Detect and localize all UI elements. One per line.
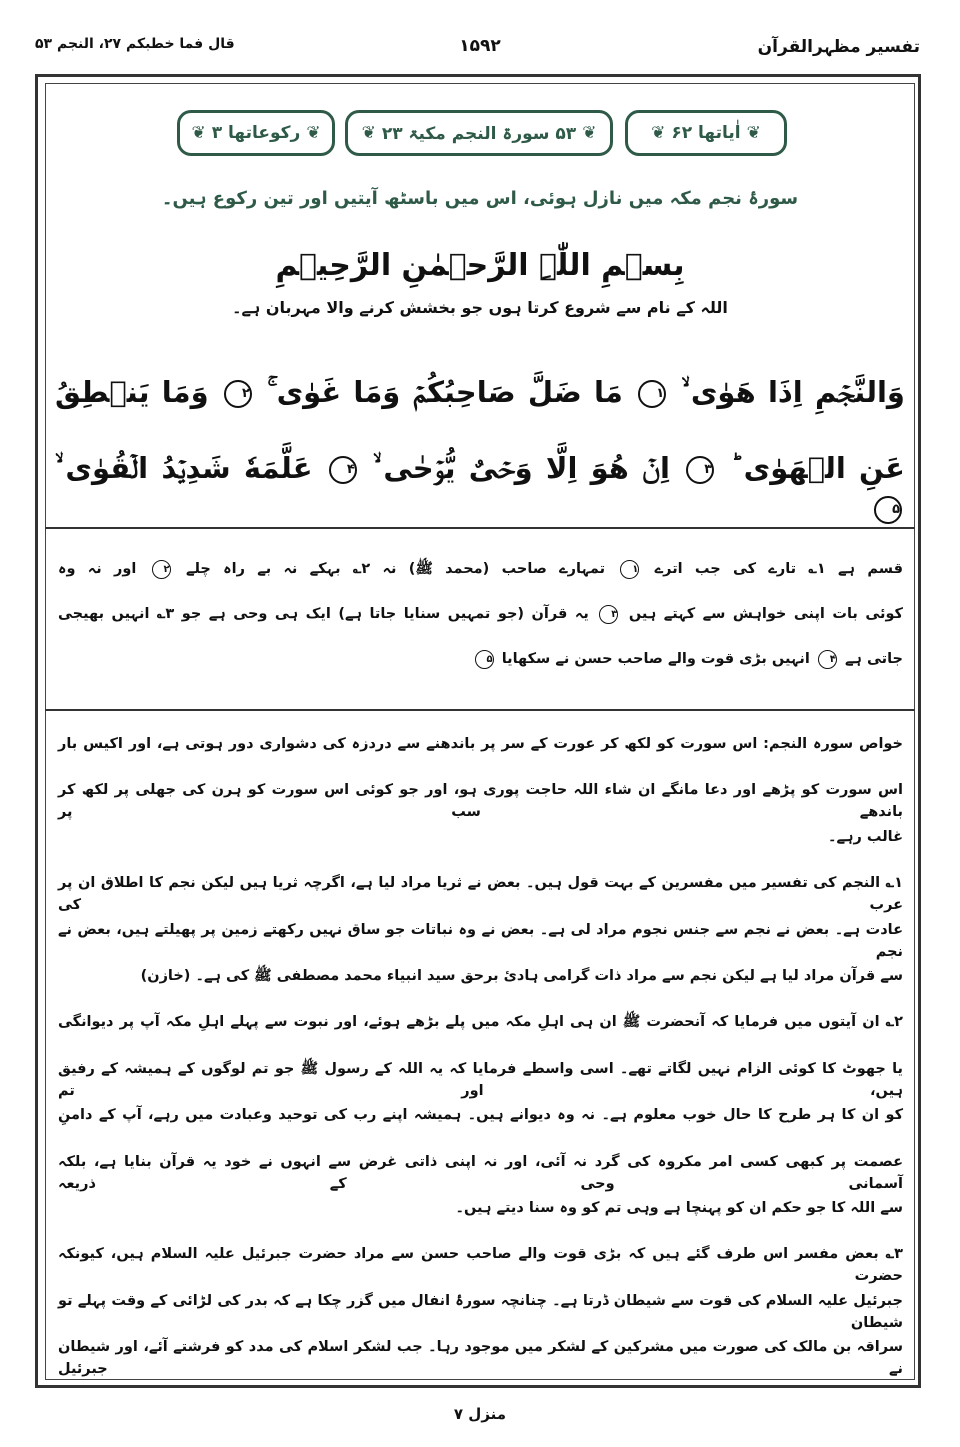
- floral-ornament-icon: ❦: [746, 123, 761, 143]
- verse-number-marker: ۳: [599, 605, 618, 624]
- running-head: قال فما خطبکم ۲۷، النجم ۵۳: [35, 36, 235, 52]
- commentary-line: ۲؎ ان آیتوں میں فرمایا کہ آنحضرت ﷺ ان ہی اہلِ مکہ میں پلے بڑھے ہوئے، اور نبوت سے پہلے اہلِ مکہ آپ پر دیوانگی: [58, 1014, 903, 1031]
- ayat-count: اٰیاتھا ۶۲: [671, 123, 741, 143]
- verse-number-marker: ۲: [152, 560, 171, 579]
- commentary-line: غالب رہے۔: [827, 828, 903, 845]
- surah-intro: سورۂ نجم مکہ میں نازل ہوئی، اس میں باسٹھ آیتیں اور تین رکوع ہیں۔: [161, 188, 799, 209]
- commentary-line: سراقہ بن مالک کی صورت میں مشرکین کے لشکر میں موجود رہا۔ جب لشکر اسلام کی مدد کو فرشتے آئے، اور شیطان نے جبرئیل: [58, 1339, 903, 1378]
- line-text: تمہارے صاحب (محمد ﷺ) نہ ۲؎ بہکے نہ بے راہ چلے: [185, 561, 606, 577]
- translation-line: [58, 558, 903, 580]
- line-text: کوئی بات اپنی خواہش سے کہتے ہیں: [628, 606, 903, 622]
- line-text: اور نہ وہ: [58, 561, 137, 577]
- line-text: جاتی ہے: [844, 651, 903, 667]
- line-text: وَمَا يَنۡطِقُ: [55, 375, 209, 409]
- floral-ornament-icon: ❦: [361, 123, 376, 143]
- verse-number-marker: ۱: [620, 560, 639, 579]
- floral-ornament-icon: ❦: [191, 123, 206, 143]
- line-text: قسم ہے ۱؎ تارے کی جب اترے: [654, 561, 903, 577]
- verse-number-marker: ۵: [475, 650, 494, 669]
- commentary-line: عادت ہے۔ بعض نے نجم سے جنس نجوم مراد لی ہے۔ بعض نے وہ نباتات جو ساق نہیں رکھتے زمین پر پھیلتے ہیں، بعض نے نجم: [58, 921, 903, 960]
- commentary-line: عصمت پر کبھی کسی امر مکروہ کی گرد نہ آئی، اور نہ اپنی ذاتی غرض سے انہوں نے خود یہ قرآن بنایا ہے، بلکہ آسمانی وحی کے ذریعہ: [58, 1153, 903, 1192]
- commentary-line: سے اللہ کا جو حکم ان کو پہنچا ہے وہی تم کو وہ سنا دیتے ہیں۔: [455, 1200, 903, 1216]
- book-title: تفسیر مظہرالقرآن: [757, 37, 920, 57]
- bismillah-translation: اللہ کے نام سے شروع کرتا ہوں جو بخشش کرنے والا مہربان ہے۔: [232, 298, 728, 317]
- ruku-count: رکوعاتھا ۳: [211, 123, 301, 143]
- commentary-line: ۳؎ بعض مفسر اس طرف گئے ہیں کہ بڑی قوت والے صاحب حسن سے مراد حضرت جبرئیل علیہ السلام ہیں، کیونکہ حضرت: [58, 1246, 903, 1285]
- surah-name-cartouche: [345, 110, 613, 156]
- manzil-footer: منزل ۷: [453, 1405, 507, 1423]
- translation-line: [58, 603, 903, 625]
- ayah-line: [55, 448, 905, 528]
- line-text: عَنِ الۡهَوٰى ؕ: [730, 451, 905, 485]
- line-text: یہ قرآن (جو تمہیں سنایا جاتا ہے) ایک ہی وحی ہے جو ۳؎ انہیں بھیجی: [58, 606, 589, 622]
- floral-ornament-icon: ❦: [582, 123, 597, 143]
- bismillah: بِسۡمِ اللّٰہِ الرَّحۡمٰنِ الرَّحِیۡمِ: [275, 248, 685, 283]
- line-text: اِنۡ هُوَ اِلَّا وَحۡىٌ يُّوۡحٰى ۙ: [373, 451, 670, 485]
- commentary-line: سے قرآن مراد لیا ہے لیکن نجم سے مراد ذات گرامی ہادیٔ برحق سید انبیاء محمد مصطفی ﷺ کی ہے۔ (خازن): [140, 968, 903, 984]
- commentary-line: یا جھوٹ کا کوئی الزام نہیں لگاتے تھے۔ اسی واسطے فرمایا کہ یہ اللہ کے رسول ﷺ جو تم لوگوں کے ہمیشہ کے رفیق ہیں، اور تم: [58, 1060, 903, 1099]
- verse-number-marker: ۴: [818, 650, 837, 669]
- floral-ornament-icon: ❦: [651, 123, 666, 143]
- commentary-line: ۱؎ النجم کی تفسیر میں مفسرین کے بہت قول ہیں۔ بعض نے ثریا مراد لیا ہے، اگرچہ ثریا ہیں لیکن نجم کا اطلاق ان پر عرب کی: [58, 875, 903, 914]
- surah-name: ۵۳ سورۃ النجم مکیۃ ۲۳: [381, 123, 577, 144]
- line-text: وَالنَّجۡمِ اِذَا هَوٰى ۙ: [681, 375, 905, 409]
- verse-number-marker: ۲: [224, 380, 252, 408]
- line-text: مَا ضَلَّ صَاحِبُكُمۡ وَمَا غَوٰى ۚ: [267, 375, 623, 409]
- verse-number-marker: ۳: [686, 456, 714, 484]
- verse-number-marker: ۴: [329, 456, 357, 484]
- page-number: ۱۵۹۲: [459, 36, 501, 56]
- commentary-line: جبرئیل علیہ السلام کی قوت سے شیطان ڈرتا ہے۔ چنانچہ سورۂ انفال میں گزر چکا ہے کہ بدر کی لڑائی کے وقت پہلے تو شیطان: [58, 1292, 903, 1331]
- commentary-line: کو ان کا ہر طرح کا حال خوب معلوم ہے۔ نہ وہ دیوانے ہیں۔ ہمیشہ اپنے رب کی توحید وعبادت میں رہے، آپ کے دامنِ: [58, 1107, 903, 1124]
- verse-number-marker: ۵: [874, 496, 902, 524]
- ayat-count-cartouche: [625, 110, 787, 156]
- commentary-line: اس سورت کو پڑھے اور دعا مانگے ان شاء اللہ حاجت پوری ہو، اور جو کوئی اس سورت کو ہرن کی جھلی پر لکھ کر باندھے سب پر: [58, 782, 903, 821]
- line-text: عَلَّمَهٗ شَدِيۡدُ الۡقُوٰى ۙ: [55, 451, 313, 485]
- commentary-line: خواص سورہ النجم: اس سورت کو لکھ کر عورت کے سر پر باندھنے سے دردزہ کی دشواری دور ہوتی ہے، اور اکیس بار: [58, 736, 903, 752]
- line-text: انہیں بڑی قوت والے صاحب حسن نے سکھایا: [501, 651, 810, 667]
- section-divider: [45, 709, 915, 711]
- floral-ornament-icon: ❦: [306, 123, 321, 143]
- verse-number-marker: ۱: [638, 380, 666, 408]
- ruku-count-cartouche: [177, 110, 335, 156]
- translation-line: [58, 648, 903, 670]
- section-divider: [45, 527, 915, 529]
- ayah-line: [55, 372, 905, 412]
